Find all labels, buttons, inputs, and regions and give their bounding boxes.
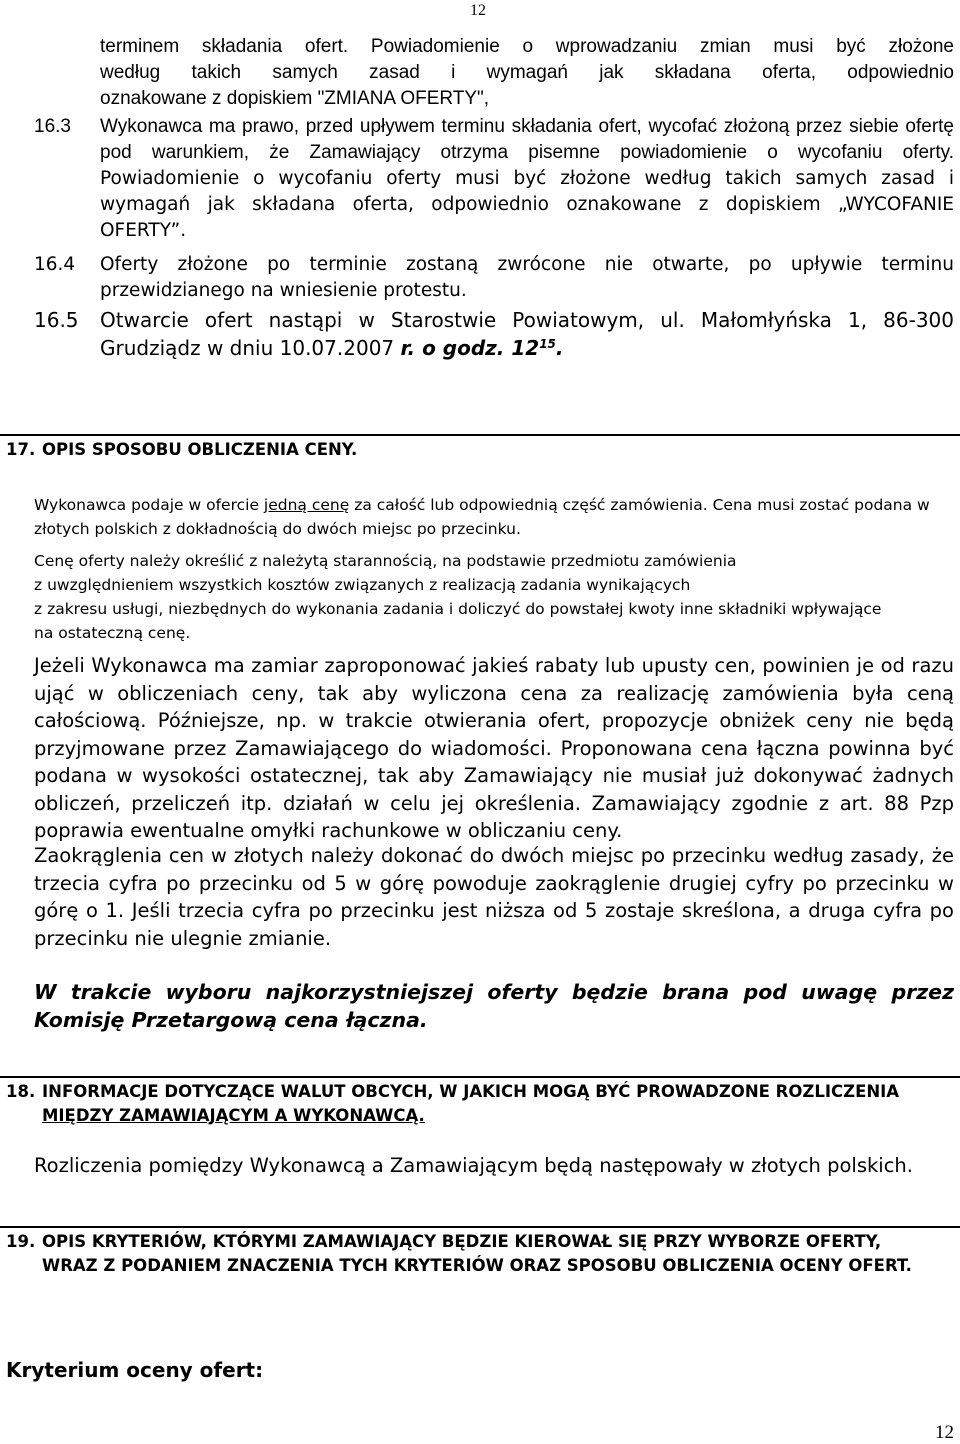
section-17-header [0, 434, 960, 462]
item-16-3-text-a: Wykonawca ma prawo, przed upływem terminu składania ofert, wycofać złożoną przez siebie ofertę pod warunkiem, że Zamawiający otrzyma pisemne powiadomienie o wycofaniu oferty. [100, 116, 954, 163]
item-16-4 [34, 252, 954, 304]
section-title: OPIS SPOSOBU OBLICZENIA CENY. [42, 440, 358, 459]
section-number: 19. [6, 1232, 36, 1251]
section-17-paragraph-1 [34, 493, 934, 541]
section-18-body: Rozliczenia pomiędzy Wykonawcą a Zamawiającym będą następowały w złotych polskich. [34, 1154, 913, 1177]
page-number-top: 12 [470, 2, 486, 19]
item-16-3 [34, 114, 954, 244]
section-17-paragraph-4: Zaokrąglenia cen w złotych należy dokonać do dwóch miejsc po przecinku według zasady, że trzecia cyfra po przecinku od 5 w górę powoduje zaokrąglenie drugiej cyfry po przecinku w górę o 1. Jeśli trzecia cyfra po przecinku jest niższa od 5 zostaje skreślona, a druga cyfra po przecinku nie ulegnie zmianie. [34, 844, 954, 950]
p1-underlined: jedną cenę [263, 496, 350, 514]
continuation-line-1: terminem składania ofert. Powiadomienie o wprowadzaniu zmian musi być złożone [100, 36, 954, 57]
section-title-line-1: INFORMACJE DOTYCZĄCE WALUT OBCYCH, W JAKICH MOGĄ BYĆ PROWADZONE ROZLICZENIA [42, 1082, 900, 1101]
item-number: 16.3 [34, 116, 71, 137]
section-17-emphasis: W trakcie wyboru najkorzystniejszej oferty będzie brana pod uwagę przez Komisję Przetargową cena łączna. [34, 980, 954, 1032]
continuation-line-2: według takich samych zasad i wymagań jak składana oferta, odpowiednio [100, 62, 954, 83]
item-16-4-text: Oferty złożone po terminie zostaną zwrócone nie otwarte, po upływie terminu przewidzianego na wniesienie protestu. [100, 254, 954, 301]
item-number: 16.4 [34, 254, 76, 275]
p1-text-a: Wykonawca podaje w ofercie [34, 496, 264, 514]
page-number-bottom: 12 [935, 1422, 954, 1443]
section-19-header [0, 1226, 960, 1278]
item-continuation [100, 34, 954, 112]
item-number: 16.5 [34, 308, 79, 332]
section-18-header [0, 1076, 960, 1128]
p1-text-b: za całość lub odpowiednią część zamówienia. Cena musi zostać podana w złotych polskich z dokładnością do dwóch miejsc po przecinku. [34, 496, 930, 538]
item-16-5-text: Otwarcie ofert nastąpi w Starostwie Powiatowym, ul. Małomłyńska 1, 86-300 Grudziądz w dniu 10.07.2007 [100, 308, 954, 360]
section-title: OPIS KRYTERIÓW, KTÓRYMI ZAMAWIAJĄCY BĘDZIE KIEROWAŁ SIĘ PRZY WYBORZE OFERTY, WRAZ Z PODANIEM ZNACZENIA TYCH KRYTERIÓW ORAZ SPOSOBU OBLICZENIA OCENY OFERT. [42, 1232, 912, 1275]
p2-line-4: na ostateczną cenę. [34, 624, 191, 642]
section-number: 17. [6, 440, 36, 459]
section-17-paragraph-3: Jeżeli Wykonawca ma zamiar zaproponować jakieś rabaty lub upusty cen, powinien je od razu ująć w obliczeniach ceny, tak aby wyliczona cena za realizację zamówienia była ceną całościową. Późniejsze, np. w trakcie otwierania ofert, propozycje obniżek ceny nie będą przyjmowane przez Zamawiającego do wiadomości. Proponowana cena łączna powinna być podana w wysokości ostatecznej, tak aby Zamawiający nie musiał już dokonywać żadnych obliczeń, przeliczeń itp. działań w celu jej określenia. Zamawiający zgodnie z art. 88 Pzp poprawia ewentualne omyłki rachunkowe w obliczaniu ceny. [34, 654, 954, 842]
kryterium-heading: Kryterium oceny ofert: [6, 1358, 264, 1382]
p2-line-2: z uwzględnieniem wszystkich kosztów związanych z realizacją zadania wynikających [34, 576, 691, 594]
opening-time-minutes: 15 [539, 337, 556, 351]
section-17-paragraph-2 [34, 549, 954, 645]
section-title-line-2: MIĘDZY ZAMAWIAJĄCYM A WYKONAWCĄ. [42, 1106, 425, 1125]
p2-line-1: Cenę oferty należy określić z należytą starannością, na podstawie przedmiotu zamówienia [34, 552, 737, 570]
section-number: 18. [6, 1082, 36, 1101]
p2-line-3: z zakresu usługi, niezbędnych do wykonania zadania i doliczyć do powstałej kwoty inne składniki wpływające [34, 600, 882, 618]
opening-time-suffix: . [555, 336, 564, 360]
continuation-line-3: oznakowane z dopiskiem "ZMIANA OFERTY", [100, 88, 490, 109]
item-16-5 [34, 306, 954, 362]
opening-time: r. o godz. 12 [400, 336, 540, 360]
item-16-3-text-b: Powiadomienie o wycofaniu oferty musi być złożone według takich samych zasad i wymagań jak składana oferta, odpowiednio oznakowane z dopiskiem „WYCOFANIE OFERTY”. [100, 168, 954, 241]
